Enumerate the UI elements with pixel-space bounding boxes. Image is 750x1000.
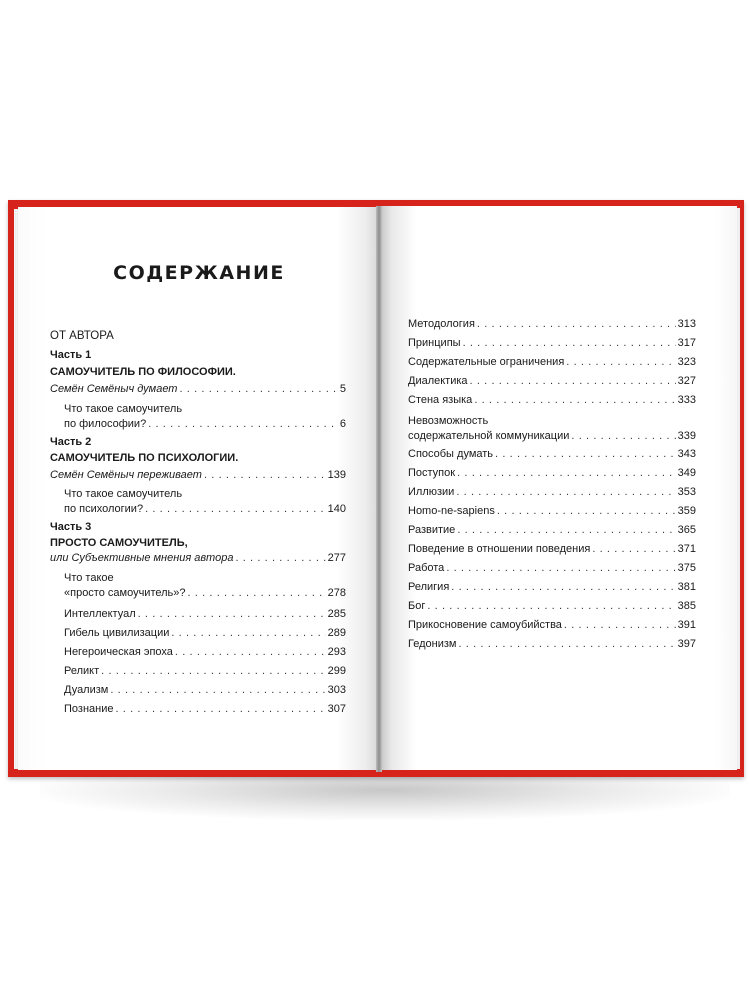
toc-entry-page: 277 [327,552,346,564]
toc-leader-dots [456,486,675,498]
toc-leader-dots [145,503,326,515]
toc-entry-page: 293 [327,646,346,658]
book-gutter [376,206,382,772]
toc-entry-text: Стена языка [408,394,473,406]
toc-part-title: САМОУЧИТЕЛЬ ПО ФИЛОСОФИИ. [50,366,236,378]
toc-entry [408,581,696,593]
toc-entry [50,552,346,564]
toc-preface: ОТ АВТОРА [50,330,114,342]
toc-leader-dots [179,383,337,395]
toc-entry [408,638,696,650]
toc-entry [50,665,346,677]
toc-entry-text: «просто самоучитель»? [64,587,186,599]
toc-entry [408,524,696,536]
toc-entry-text: Реликт [64,665,100,677]
toc-entry [408,337,696,349]
toc-leader-dots [457,467,676,479]
toc-entry-text: Homo-ne-sapiens [408,505,495,517]
toc-leader-dots [204,469,326,481]
toc-entry-text: Религия [408,581,450,593]
toc-entry-text: содержательной коммуникации [408,430,570,442]
toc-entry-page: 365 [677,524,696,536]
toc-entry-text: Методология [408,318,475,330]
toc-leader-dots [171,627,325,639]
toc-entry-text: Семён Семёныч думает [50,383,178,395]
toc-subentry-line: Что такое самоучитель [64,403,183,415]
toc-entry-page: 139 [327,469,346,481]
toc-entry-page: 299 [327,665,346,677]
toc-leader-dots [566,356,675,368]
toc-part-label: Часть 2 [50,436,92,448]
toc-entry-text: Работа [408,562,445,574]
toc-entry [50,587,346,599]
toc-entry-text: Прикосновение самоубийства [408,619,562,631]
toc-entry-page: 397 [677,638,696,650]
toc-entry [50,418,346,430]
toc-leader-dots [571,430,675,442]
toc-entry [50,383,346,395]
toc-entry-page: 333 [677,394,696,406]
toc-entry-text: Поведение в отношении поведения [408,543,591,555]
toc-leader-dots [138,608,326,620]
toc-leader-dots [427,600,675,612]
toc-entry [50,627,346,639]
toc-entry-page: 349 [677,467,696,479]
toc-leader-dots [495,448,676,460]
toc-entry-text: Гедонизм [408,638,457,650]
toc-entry-page: 353 [677,486,696,498]
toc-leader-dots [446,562,675,574]
toc-entry [50,469,346,481]
toc-title: СОДЕРЖАНИЕ [113,262,285,284]
toc-entry [50,608,346,620]
toc-part-title: ПРОСТО САМОУЧИТЕЛЬ, [50,537,188,549]
toc-entry-text: Бог [408,600,426,612]
toc-leader-dots [474,394,675,406]
toc-entry-page: 339 [677,430,696,442]
toc-entry-text: Семён Семёныч переживает [50,469,202,481]
toc-entry-text: Поступок [408,467,456,479]
toc-entry-page: 343 [677,448,696,460]
toc-entry-page: 307 [327,703,346,715]
page-edges-right [737,208,740,769]
toc-entry-page: 289 [327,627,346,639]
toc-leader-dots [463,337,676,349]
toc-entry [408,505,696,517]
toc-leader-dots [564,619,676,631]
toc-entry [408,356,696,368]
toc-entry [408,467,696,479]
toc-entry-text: Принципы [408,337,461,349]
toc-entry-text: или Субъективные мнения автора [50,552,234,564]
toc-entry [408,543,696,555]
toc-entry [408,375,696,387]
toc-entry-text: Развитие [408,524,456,536]
toc-leader-dots [451,581,675,593]
toc-leader-dots [110,684,325,696]
toc-entry-page: 385 [677,600,696,612]
toc-entry-text: Познание [64,703,114,715]
toc-leader-dots [235,552,325,564]
toc-entry-text: Дуализм [64,684,109,696]
toc-entry [408,562,696,574]
toc-entry-text: Негероическая эпоха [64,646,173,658]
toc-entry-page: 285 [327,608,346,620]
toc-entry-text: Способы думать [408,448,494,460]
toc-entry-page: 278 [327,587,346,599]
toc-leader-dots [148,418,338,430]
toc-entry-page: 371 [677,543,696,555]
toc-entry-page: 313 [677,318,696,330]
toc-leader-dots [188,587,326,599]
toc-entry [50,684,346,696]
toc-entry-page: 391 [677,619,696,631]
toc-entry-page: 6 [339,418,346,430]
toc-entry [408,619,696,631]
toc-subentry-line: Что такое [64,572,114,584]
toc-entry-page: 359 [677,505,696,517]
toc-entry-text: по психологии? [64,503,144,515]
toc-entry-text: Гибель цивилизации [64,627,170,639]
toc-leader-dots [101,665,325,677]
toc-entry-page: 327 [677,375,696,387]
toc-entry-page: 140 [327,503,346,515]
toc-entry [408,600,696,612]
toc-entry [408,318,696,330]
toc-leader-dots [115,703,325,715]
toc-leader-dots [497,505,676,517]
toc-leader-dots [457,524,675,536]
toc-part-title: САМОУЧИТЕЛЬ ПО ПСИХОЛОГИИ. [50,452,239,464]
toc-entry-page: 381 [677,581,696,593]
toc-entry-page: 323 [677,356,696,368]
toc-part-label: Часть 3 [50,521,92,533]
toc-entry [408,448,696,460]
toc-part-label: Часть 1 [50,349,92,361]
toc-entry [50,703,346,715]
toc-entry-page: 303 [327,684,346,696]
toc-entry [408,486,696,498]
toc-entry-text: Диалектика [408,375,468,387]
toc-entry-text: Иллюзии [408,486,455,498]
toc-entry [50,646,346,658]
toc-entry [50,503,346,515]
toc-entry-text: по философии? [64,418,147,430]
toc-subentry-line: Что такое самоучитель [64,488,183,500]
toc-entry [408,394,696,406]
toc-leader-dots [477,318,676,330]
toc-leader-dots [470,375,676,387]
toc-entry [408,430,696,442]
toc-leader-dots [175,646,326,658]
toc-entry-text: Интеллектуал [64,608,136,620]
toc-subentry-line: Невозможность [408,415,489,427]
toc-entry-page: 5 [339,383,346,395]
toc-leader-dots [458,638,675,650]
toc-entry-page: 375 [677,562,696,574]
toc-entry-page: 317 [677,337,696,349]
toc-entry-text: Содержательные ограничения [408,356,565,368]
toc-leader-dots [592,543,675,555]
